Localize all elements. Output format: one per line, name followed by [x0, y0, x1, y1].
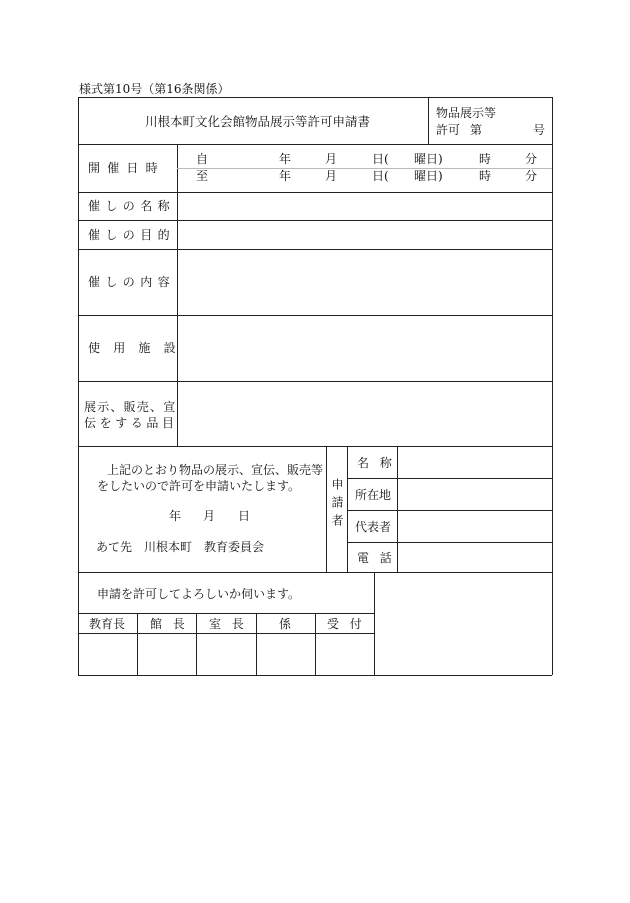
approval-sep — [78, 633, 374, 634]
field-name-label: 名称 — [357, 456, 403, 470]
label-col-divider — [177, 144, 178, 446]
application-day: 日 — [238, 509, 251, 523]
application-text-1: 上記のとおり物品の展示、宣伝、販売等 — [107, 463, 324, 477]
approval-col-superintendent: 教育長 — [89, 617, 126, 631]
row-sep — [78, 192, 552, 193]
approval-sep — [78, 613, 374, 614]
date-to-minute: 分 — [525, 169, 538, 183]
field-address-label: 所在地 — [355, 488, 392, 502]
approval-col — [196, 613, 197, 675]
approval-col-office-head: 室長 — [209, 617, 255, 631]
date-from-weekday: 曜日) — [414, 152, 443, 166]
approval-text: 申請を許可してよろしいか伺います。 — [97, 587, 301, 601]
application-month: 月 — [203, 509, 216, 523]
row-sep — [78, 315, 552, 316]
applicant-divider-2 — [347, 446, 348, 572]
row-sep — [78, 220, 552, 221]
form-title: 川根本町文化会館物品展示等許可申請書 — [145, 114, 371, 129]
facility-label: 使用施設 — [88, 341, 189, 355]
date-to-weekday: 曜日) — [414, 169, 443, 183]
frame-bottom — [78, 675, 552, 676]
date-to-month: 月 — [325, 169, 338, 183]
field-phone-label: 電話 — [357, 551, 403, 565]
permit-line1: 物品展示等 — [436, 106, 497, 120]
date-from-day: 日( — [372, 152, 389, 166]
date-from-year: 年 — [279, 152, 292, 166]
date-from-month: 月 — [325, 152, 338, 166]
permit-dai: 第 — [470, 123, 483, 137]
permit-go: 号 — [533, 123, 546, 137]
items-label-2: 伝をする品目 — [84, 416, 178, 430]
row-sep — [78, 249, 552, 250]
event-content-label: 催しの内容 — [88, 275, 176, 289]
permit-label: 許可 — [436, 123, 461, 137]
frame-left — [78, 97, 79, 675]
date-label: 開催日時 — [88, 161, 165, 175]
approval-col-staff: 係 — [279, 617, 292, 631]
title-divider — [428, 97, 429, 144]
date-to-ji: 至 — [196, 169, 209, 183]
frame-top — [78, 97, 552, 98]
approval-col-reception: 受付 — [327, 617, 373, 631]
field-representative-label: 代表者 — [355, 520, 392, 534]
row-sep — [78, 144, 552, 145]
applicant-label: 申請者 — [330, 478, 344, 532]
application-year: 年 — [169, 509, 182, 523]
row-sep — [78, 572, 552, 573]
form-code: 様式第10号（第16条関係） — [79, 82, 230, 96]
date-to-day: 日( — [372, 169, 389, 183]
approval-right — [374, 572, 375, 675]
event-purpose-label: 催しの目的 — [88, 228, 176, 242]
applicant-sep — [347, 478, 552, 479]
date-to-hour: 時 — [479, 169, 492, 183]
event-name-label: 催しの名称 — [88, 199, 176, 213]
approval-col — [137, 613, 138, 675]
applicant-sep — [347, 510, 552, 511]
approval-col — [315, 613, 316, 675]
date-split — [177, 168, 552, 169]
date-from-ji: 自 — [196, 152, 209, 166]
applicant-divider-1 — [326, 446, 327, 572]
application-text-2: をしたいので許可を申請いたします。 — [97, 479, 301, 493]
approval-col-director: 館長 — [150, 617, 196, 631]
items-label-1: 展示、販売、宣 — [84, 400, 177, 414]
frame-right — [552, 97, 553, 675]
date-to-year: 年 — [279, 169, 292, 183]
row-sep — [78, 381, 552, 382]
date-from-minute: 分 — [525, 152, 538, 166]
date-from-hour: 時 — [479, 152, 492, 166]
addressee: あて先 川根本町 教育委員会 — [96, 540, 265, 554]
row-sep — [78, 446, 552, 447]
approval-col — [256, 613, 257, 675]
applicant-sep — [347, 542, 552, 543]
